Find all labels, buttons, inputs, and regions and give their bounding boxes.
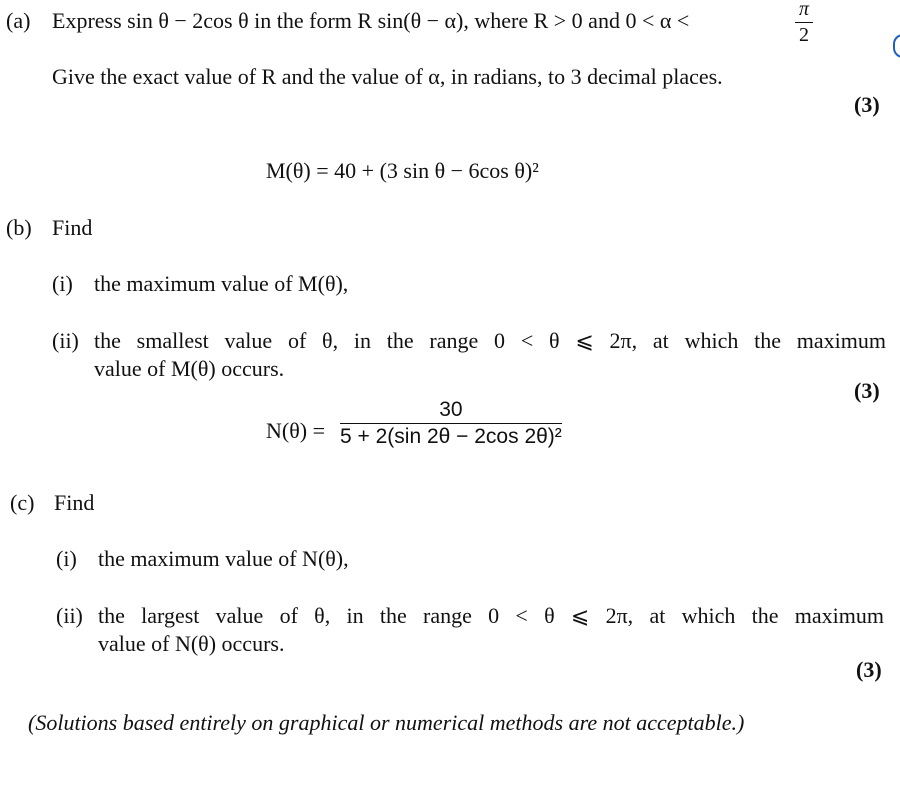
part-b-ii-line2: value of M(θ) occurs. bbox=[94, 356, 285, 381]
part-c-find: Find bbox=[54, 490, 95, 515]
footer-note: (Solutions based entirely on graphical or numerical methods are not acceptable.) bbox=[28, 710, 745, 735]
part-c-label: (c) bbox=[10, 490, 35, 515]
formula-n-numerator: 30 bbox=[340, 398, 562, 424]
part-c-ii-line2: value of N(θ) occurs. bbox=[98, 631, 285, 656]
blue-annotation-mark bbox=[893, 34, 900, 58]
formula-n-lhs: N(θ) = bbox=[266, 418, 325, 443]
part-b-i-label: (i) bbox=[52, 271, 73, 296]
part-c-i-label: (i) bbox=[56, 546, 77, 571]
formula-m: M(θ) = 40 + (3 sin θ − 6cos θ)² bbox=[266, 158, 539, 183]
fraction-numerator: π bbox=[795, 0, 813, 23]
part-a-instruction: Give the exact value of R and the value of α, in radians, to 3 decimal places. bbox=[52, 64, 723, 89]
part-b-ii-line1: the smallest value of θ, in the range 0 < θ ⩽ 2π, at which the maximum bbox=[94, 328, 886, 353]
part-a-question: Express sin θ − 2cos θ in the form R sin(θ − α), where R > 0 and 0 < α < bbox=[52, 8, 690, 33]
part-a-label: (a) bbox=[6, 8, 31, 33]
part-a-marks: (3) bbox=[854, 92, 880, 117]
part-c-i-text: the maximum value of N(θ), bbox=[98, 546, 349, 571]
pi-over-two-fraction bbox=[795, 0, 813, 47]
part-b-find: Find bbox=[52, 215, 93, 240]
part-c-ii-label: (ii) bbox=[56, 603, 83, 628]
part-c-marks: (3) bbox=[856, 657, 882, 682]
part-b-i-text: the maximum value of M(θ), bbox=[94, 271, 349, 296]
part-b-ii-label: (ii) bbox=[52, 328, 79, 353]
part-b-marks: (3) bbox=[854, 378, 880, 403]
formula-n-denominator: 5 + 2(sin 2θ − 2cos 2θ)² bbox=[340, 425, 562, 449]
fraction-denominator: 2 bbox=[799, 24, 810, 46]
part-b-label: (b) bbox=[6, 215, 32, 240]
formula-n-fraction bbox=[340, 398, 562, 449]
part-c-ii-line1: the largest value of θ, in the range 0 < θ ⩽ 2π, at which the maximum bbox=[98, 603, 884, 628]
